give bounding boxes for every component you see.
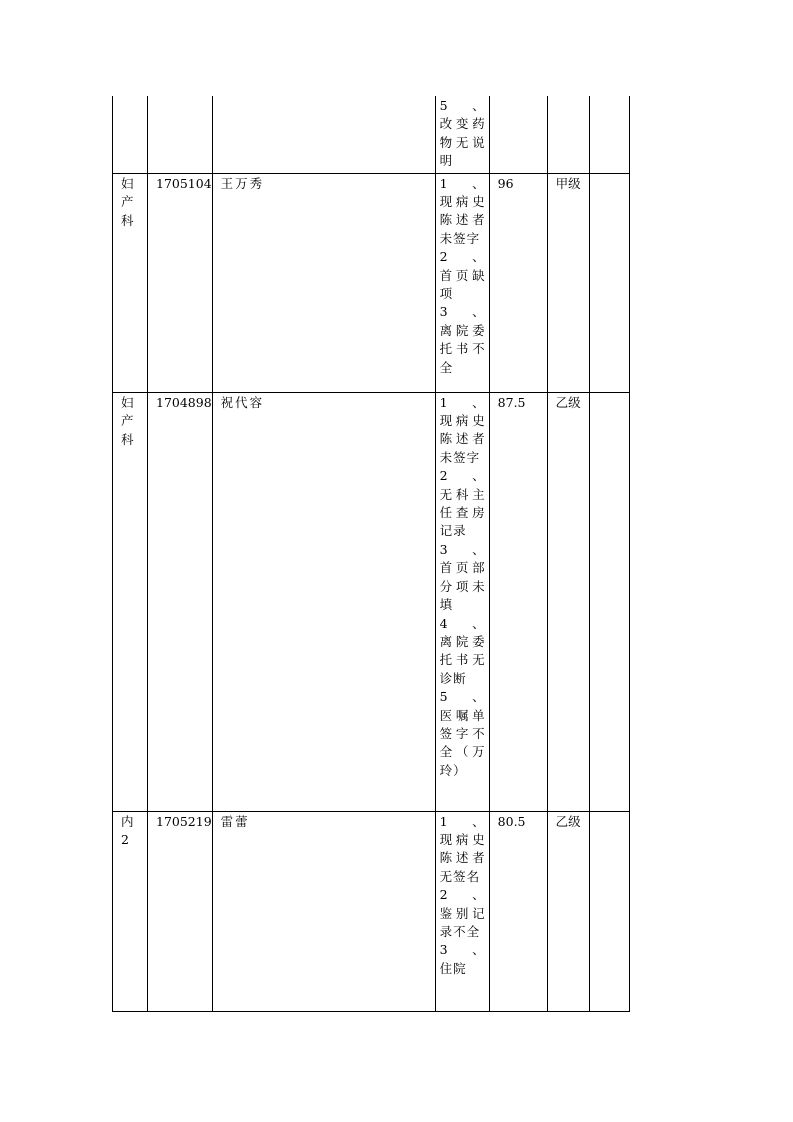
grade-cell: 乙级	[547, 392, 589, 811]
patient-name-cell	[212, 96, 435, 173]
issue-item: 2 、首页缺项	[439, 249, 486, 302]
score-cell: 87.5	[489, 392, 547, 811]
issue-item: 3 、离院委托书不全	[439, 304, 486, 375]
grade-cell	[547, 96, 589, 173]
issues-cell	[435, 96, 489, 173]
issues-cell	[435, 392, 489, 811]
issues-cell	[435, 811, 489, 1011]
table-row	[113, 811, 630, 1011]
extra-cell	[589, 173, 629, 392]
dept-cell	[113, 96, 148, 173]
dept-cell: 内2	[113, 811, 148, 1011]
score-cell	[489, 96, 547, 173]
extra-cell	[589, 811, 629, 1011]
issue-item: 5 、医嘱单签字不全（万玲）	[439, 689, 486, 778]
extra-cell	[589, 96, 629, 173]
dept-cell: 妇产科	[113, 392, 148, 811]
issue-item: 1 、现病史陈述者未签字	[439, 175, 486, 246]
issue-item: 2 、鉴别记录不全	[439, 887, 486, 940]
score-cell: 96	[489, 173, 547, 392]
record-id-cell	[148, 96, 213, 173]
grade-cell: 甲级	[547, 173, 589, 392]
record-id-cell: 1705219	[148, 811, 213, 1011]
medical-record-review-table	[112, 96, 630, 1012]
extra-cell	[589, 392, 629, 811]
patient-name-cell: 雷蕾	[212, 811, 435, 1011]
issue-item: 5 、改变药物无说明	[439, 98, 486, 169]
score-cell: 80.5	[489, 811, 547, 1011]
issue-item: 1 、现病史陈述者无签名	[439, 813, 486, 884]
table-row	[113, 392, 630, 811]
patient-name-cell: 王万秀	[212, 173, 435, 392]
record-id-cell: 1704898	[148, 392, 213, 811]
issue-item: 3 、住院	[439, 942, 486, 976]
issues-cell	[435, 173, 489, 392]
dept-cell: 妇产科	[113, 173, 148, 392]
table-row	[113, 96, 630, 173]
issue-item: 1 、现病史陈述者未签字	[439, 394, 486, 465]
issue-item: 4 、离院委托书无诊断	[439, 615, 486, 686]
grade-cell: 乙级	[547, 811, 589, 1011]
patient-name-cell: 祝代容	[212, 392, 435, 811]
table-row	[113, 173, 630, 392]
issue-item: 3 、首页部分项未填	[439, 541, 486, 613]
record-id-cell: 1705104	[148, 173, 213, 392]
issue-item: 2 、无科主任查房记录	[439, 468, 486, 539]
